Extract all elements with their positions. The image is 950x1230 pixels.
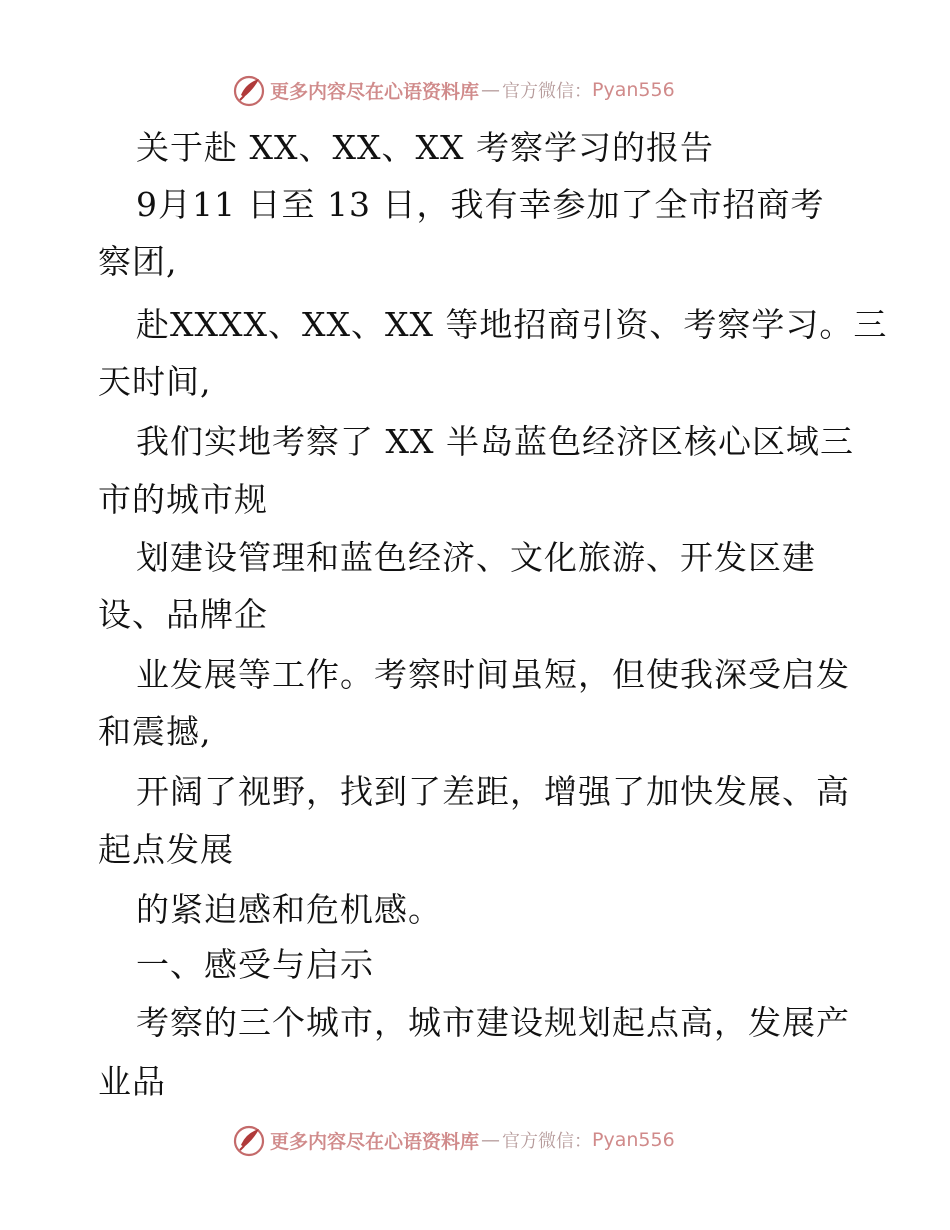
watermark-main-text: 更多内容尽在心语资料库: [270, 80, 480, 103]
body-line: 察团,: [98, 242, 178, 281]
body-line: 赴XXXX、XX、XX 等地招商引资、考察学习。三: [136, 305, 888, 344]
watermark-header: [232, 72, 675, 108]
section-heading: 一、感受与启示: [136, 945, 374, 984]
document-title: 关于赴 XX、XX、XX 考察学习的报告: [136, 128, 714, 167]
body-line: 业品: [98, 1062, 166, 1101]
watermark-dash: —: [481, 1129, 501, 1151]
body-line: 和震撼,: [98, 712, 212, 751]
body-line: 市的城市规: [98, 480, 268, 519]
body-line: 天时间,: [98, 362, 212, 401]
watermark-dash: —: [481, 79, 501, 101]
body-line: 设、品牌企: [98, 595, 268, 634]
body-line: 9月11 日至 13 日，我有幸参加了全市招商考: [136, 185, 825, 224]
body-line: 的紧迫感和危机感。: [136, 890, 442, 929]
pen-logo-icon: [232, 73, 266, 107]
pen-logo-icon: [232, 1123, 266, 1157]
watermark-id: Pyan556: [592, 1129, 675, 1151]
body-line: 考察的三个城市，城市建设规划起点高，发展产: [136, 1003, 850, 1042]
body-line: 业发展等工作。考察时间虽短，但使我深受启发: [136, 655, 850, 694]
watermark-footer: [232, 1122, 675, 1158]
watermark-main-text: 更多内容尽在心语资料库: [270, 1130, 480, 1153]
watermark-sub-text: 官方微信：: [502, 1131, 593, 1152]
body-line: 开阔了视野，找到了差距，增强了加快发展、高: [136, 772, 850, 811]
body-line: 起点发展: [98, 830, 234, 869]
watermark-id: Pyan556: [592, 79, 675, 101]
watermark-sub-text: 官方微信：: [502, 81, 593, 102]
body-line: 划建设管理和蓝色经济、文化旅游、开发区建: [136, 538, 816, 577]
body-line: 我们实地考察了 XX 半岛蓝色经济区核心区域三: [136, 422, 854, 461]
